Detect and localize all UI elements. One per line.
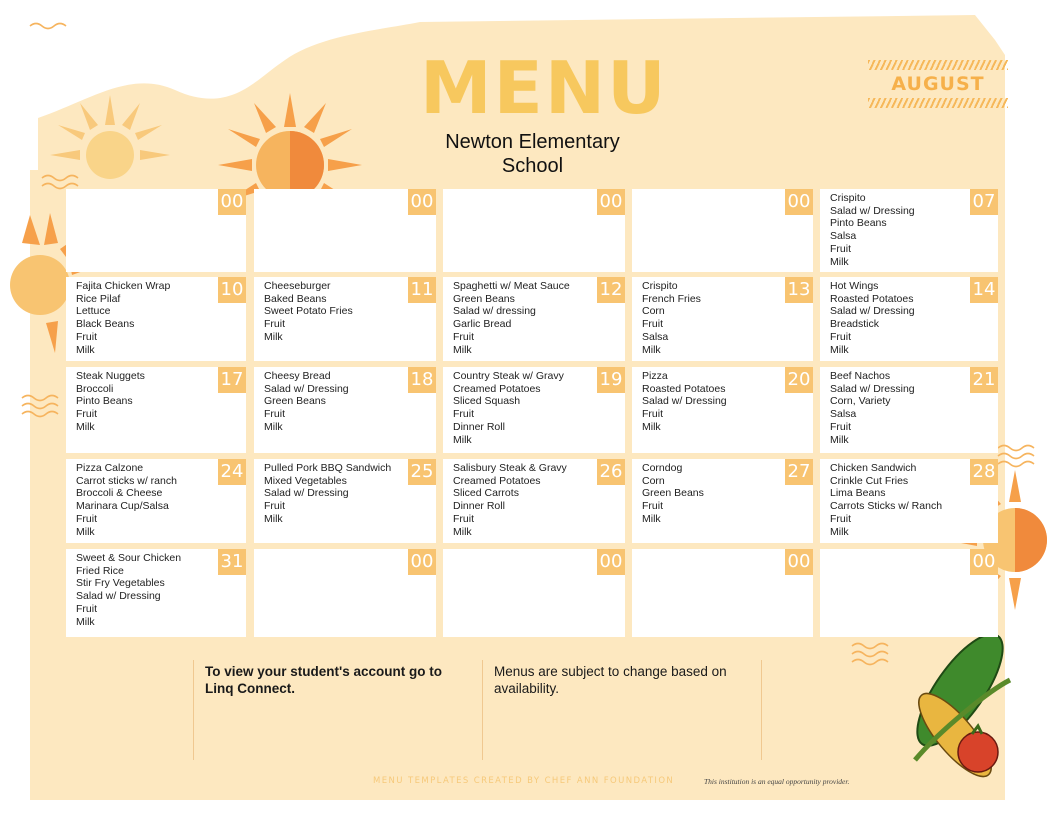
menu-item: Salad w/ dressing [453,305,536,318]
menu-item: Carrot sticks w/ ranch [76,474,177,487]
menu-item: Salisbury Steak & Gravy [453,462,567,474]
menu-item: Fruit [453,330,474,343]
day-cell [254,549,436,637]
menu-item: Fruit [830,512,851,525]
day-cell [443,459,625,543]
menu-item: Milk [453,433,472,446]
menu-item: Fruit [76,602,97,615]
day-cell [66,459,246,543]
month-stripes [868,98,1008,108]
menu-item: Fruit [264,500,285,513]
day-cell [443,189,625,272]
menu-item: Stir Fry Vegetables [76,577,165,590]
menu-item-list [642,462,779,526]
menu-item: Crispito [830,192,866,204]
menu-item: Milk [830,525,849,538]
menu-item: Milk [830,255,849,268]
menu-item: Steak Nuggets [76,370,145,382]
day-cell [632,277,813,361]
menu-item: Milk [76,525,95,538]
menu-item-list [264,280,402,344]
menu-item-list [642,280,779,356]
day-cell [820,459,998,543]
menu-item: Country Steak w/ Gravy [453,370,564,382]
menu-item: Pizza [642,370,668,382]
school-name [400,130,665,178]
menu-item: Pizza Calzone [76,462,144,474]
menu-item-list [76,370,212,434]
menu-item-list [76,462,212,538]
change-note: Menus are subject to change based on availability. [494,664,727,696]
day-number: 00 [785,549,813,575]
day-cell [632,367,813,453]
menu-item: Chicken Sandwich [830,462,917,474]
menu-item: Pulled Pork BBQ Sandwich [264,462,392,474]
menu-item: Milk [76,615,95,628]
menu-item: Milk [642,420,661,433]
menu-item: Baked Beans [264,292,327,305]
day-number: 20 [785,367,813,393]
menu-item: Roasted Potatoes [642,382,726,395]
menu-item-list [453,280,591,356]
menu-item: Salad w/ Dressing [264,382,349,395]
menu-item: Salad w/ Dressing [830,204,915,217]
menu-item: Fruit [76,408,97,421]
day-number: 12 [597,277,625,303]
menu-item: Sliced Squash [453,395,521,408]
day-cell [443,367,625,453]
menu-item: Green Beans [453,292,515,305]
day-number: 00 [785,189,813,215]
day-number: 31 [218,549,246,575]
account-note: To view your student's account go to Linq Connect. [205,664,442,696]
day-number: 00 [970,549,998,575]
day-number: 14 [970,277,998,303]
menu-item: Salad w/ Dressing [830,305,915,318]
menu-item-list [76,552,212,628]
menu-item: Milk [830,433,849,446]
menu-item: Milk [642,512,661,525]
day-number: 25 [408,459,436,485]
menu-item: Fruit [76,330,97,343]
day-cell [820,277,998,361]
month-banner [868,58,1008,110]
menu-item: Garlic Bread [453,318,512,331]
day-cell [254,367,436,453]
menu-item: Corndog [642,462,683,474]
menu-item: Sweet & Sour Chicken [76,552,182,564]
menu-item: Crispito [642,280,678,292]
menu-item: Salad w/ Dressing [76,590,161,603]
day-cell [66,277,246,361]
menu-item: Mixed Vegetables [264,474,347,487]
menu-item: Dinner Roll [453,420,505,433]
month-name: AUGUST [891,73,985,95]
day-number: 27 [785,459,813,485]
day-cell [632,189,813,272]
day-cell [820,189,998,272]
day-number: 21 [970,367,998,393]
menu-item: Hot Wings [830,280,879,292]
menu-item: Sweet Potato Fries [264,305,353,318]
day-number: 00 [597,549,625,575]
day-number: 19 [597,367,625,393]
day-number: 18 [408,367,436,393]
day-number: 26 [597,459,625,485]
menu-item: Corn [642,305,665,318]
day-cell [820,367,998,453]
day-cell [254,459,436,543]
menu-item-list [264,462,402,526]
divider [482,660,483,760]
menu-item: Lettuce [76,305,111,318]
menu-item: Fruit [76,512,97,525]
day-number: 24 [218,459,246,485]
menu-item: Dinner Roll [453,500,505,513]
menu-item: French Fries [642,292,701,305]
menu-item: Salad w/ Dressing [830,382,915,395]
menu-item: Milk [76,420,95,433]
menu-item: Fruit [453,512,474,525]
menu-item-list [830,192,964,268]
menu-item: Milk [453,525,472,538]
day-cell [632,549,813,637]
day-number: 10 [218,277,246,303]
menu-item: Green Beans [642,487,704,500]
menu-item: Black Beans [76,318,135,331]
menu-item: Beef Nachos [830,370,891,382]
menu-item: Fruit [642,408,663,421]
menu-item: Fruit [642,500,663,513]
menu-item: Breadstick [830,318,880,331]
day-cell [254,277,436,361]
menu-item: Fajita Chicken Wrap [76,280,171,292]
menu-item: Fruit [830,242,851,255]
menu-item: Fruit [264,408,285,421]
menu-item: Cheeseburger [264,280,331,292]
menu-item-list [830,280,964,356]
day-cell [443,277,625,361]
day-number: 00 [408,549,436,575]
menu-item: Fruit [264,318,285,331]
menu-item: Milk [264,330,283,343]
day-cell [66,367,246,453]
menu-item: Marinara Cup/Salsa [76,500,169,513]
menu-item: Broccoli [76,382,114,395]
menu-item: Milk [264,420,283,433]
day-number: 00 [597,189,625,215]
day-cell [632,459,813,543]
menu-item: Milk [830,343,849,356]
menu-item: Milk [453,343,472,356]
menu-item: Salsa [830,408,857,421]
menu-item: Creamed Potatoes [453,474,541,487]
menu-item: Milk [76,343,95,356]
day-number: 17 [218,367,246,393]
menu-item: Salsa [830,230,857,243]
day-number: 28 [970,459,998,485]
menu-item-list [264,370,402,434]
menu-item: Pinto Beans [76,395,133,408]
day-cell [254,189,436,272]
menu-item: Salsa [642,330,669,343]
menu-item: Salad w/ Dressing [642,395,727,408]
menu-item: Fruit [830,420,851,433]
divider [193,660,194,760]
menu-item: Fruit [830,330,851,343]
day-number: 00 [218,189,246,215]
menu-item: Corn [642,474,665,487]
day-number: 07 [970,189,998,215]
menu-item: Corn, Variety [830,395,891,408]
month-stripes [868,60,1008,70]
menu-item: Crinkle Cut Fries [830,474,909,487]
menu-item-list [453,462,591,538]
day-number: 13 [785,277,813,303]
menu-item-list [830,462,964,538]
menu-item-list [453,370,591,446]
school-name-line2: School [501,155,564,177]
menu-item: Fruit [453,408,474,421]
menu-item: Spaghetti w/ Meat Sauce [453,280,570,292]
menu-item: Green Beans [264,395,326,408]
menu-item: Broccoli & Cheese [76,487,163,500]
menu-item: Lima Beans [830,487,886,500]
menu-item-list [76,280,212,356]
day-cell [443,549,625,637]
template-credits: MENU TEMPLATES CREATED BY CHEF ANN FOUNDATION [373,776,675,786]
menu-item: Sliced Carrots [453,487,519,500]
day-cell [820,549,998,637]
menu-heading: MENU [420,46,668,130]
menu-item-list [642,370,779,434]
menu-item: Milk [642,343,661,356]
menu-item: Salad w/ Dressing [264,487,349,500]
menu-item: Roasted Potatoes [830,292,914,305]
menu-item-list [830,370,964,446]
school-name-line1: Newton Elementary [445,131,620,153]
menu-item: Pinto Beans [830,217,887,230]
day-number: 00 [408,189,436,215]
day-number: 11 [408,277,436,303]
menu-item: Cheesy Bread [264,370,331,382]
day-cell [66,549,246,637]
menu-item: Fruit [642,318,663,331]
menu-item: Creamed Potatoes [453,382,541,395]
day-cell [66,189,246,272]
menu-item: Milk [264,512,283,525]
menu-item: Carrots Sticks w/ Ranch [830,500,943,513]
menu-item: Rice Pilaf [76,292,121,305]
equal-opportunity-statement: This institution is an equal opportunity provider. [704,777,850,786]
menu-item: Fried Rice [76,564,124,577]
divider [761,660,762,760]
